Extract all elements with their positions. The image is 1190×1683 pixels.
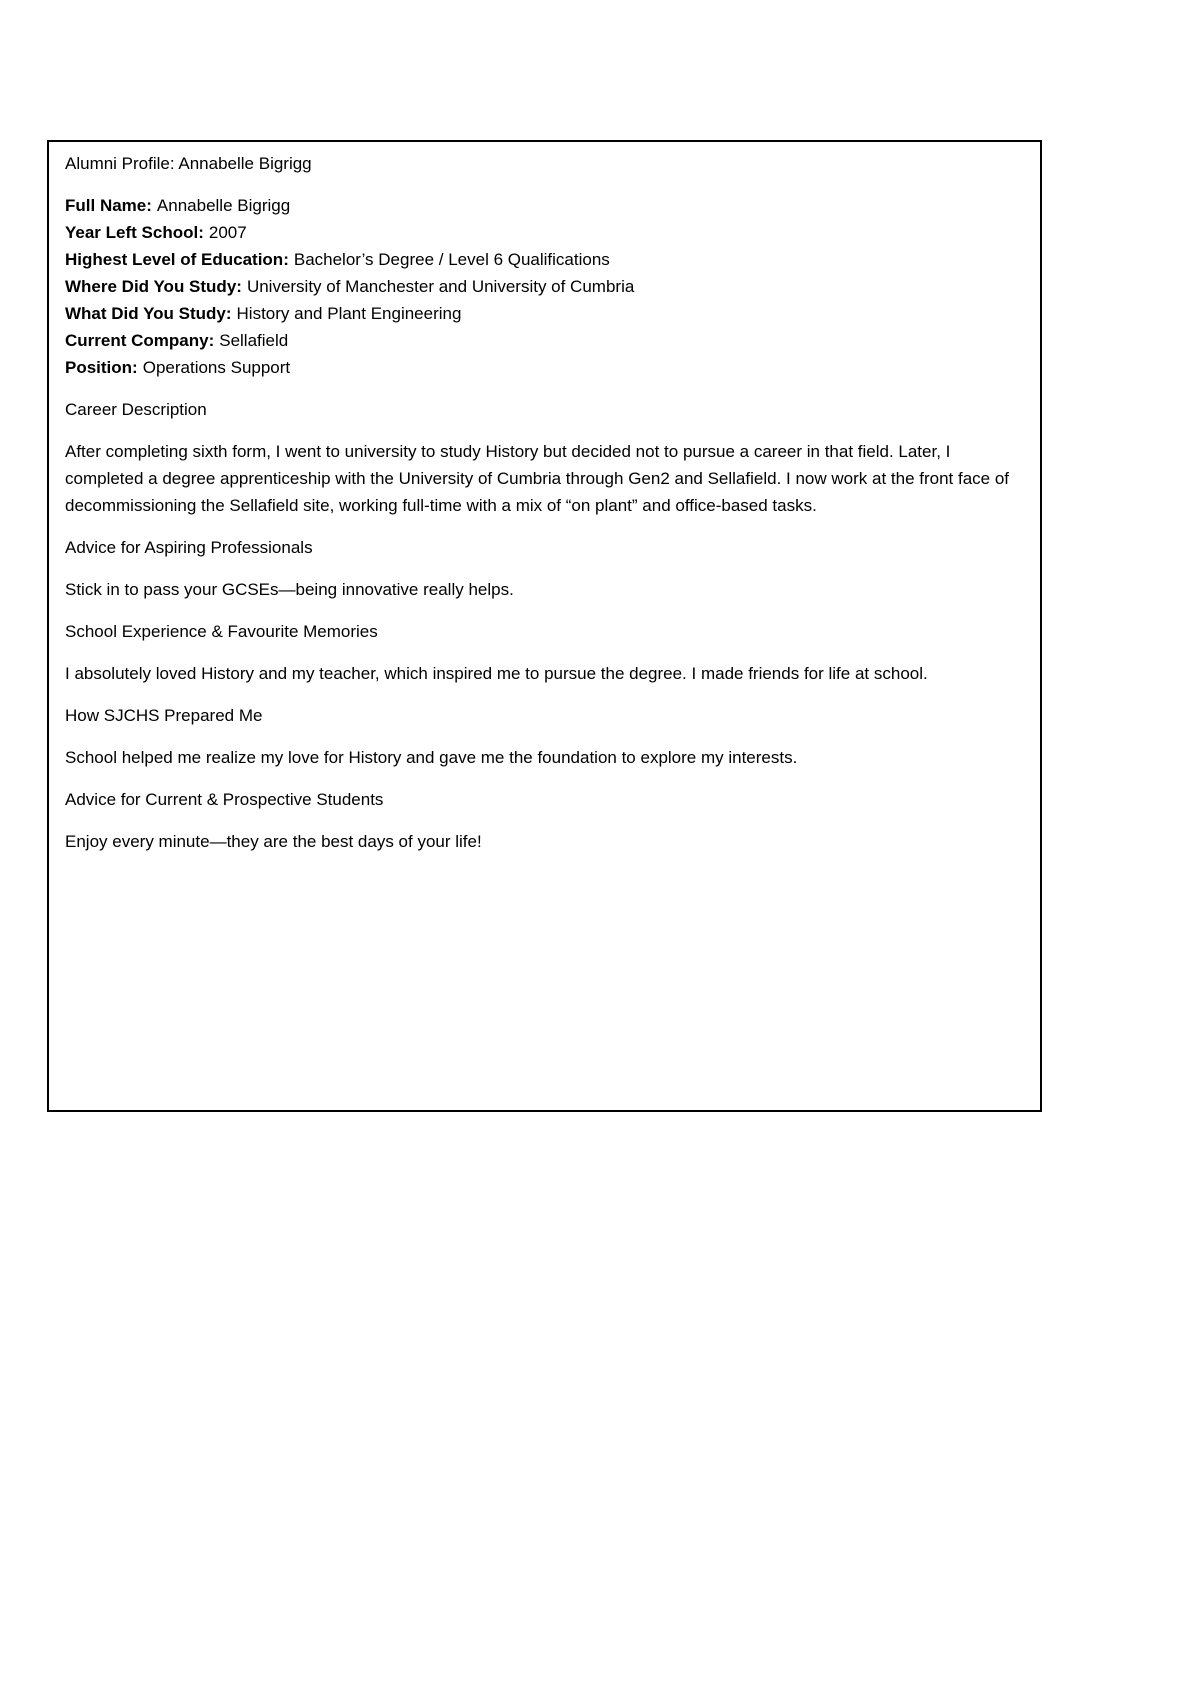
field-value: University of Manchester and University of Cumbria: [246, 277, 635, 296]
section-how-prepared: [65, 702, 1024, 771]
field-value: Operations Support: [142, 358, 291, 377]
field-label: Highest Level of Education:: [65, 250, 289, 269]
section-school-experience: [65, 618, 1024, 687]
section-heading: School Experience & Favourite Memories: [65, 622, 378, 641]
field-row-current-company: [65, 327, 1024, 354]
field-value: Annabelle Bigrigg: [156, 196, 291, 215]
section-body: School helped me realize my love for History and gave me the foundation to explore my interests.: [65, 748, 798, 767]
field-label: Full Name:: [65, 196, 152, 215]
section-body: Stick in to pass your GCSEs—being innovative really helps.: [65, 580, 514, 599]
field-value: History and Plant Engineering: [236, 304, 462, 323]
section-heading: Career Description: [65, 400, 207, 419]
field-row-where-study: [65, 273, 1024, 300]
section-body: I absolutely loved History and my teacher, which inspired me to pursue the degree. I made friends for life at school.: [65, 664, 928, 683]
field-row-year-left: [65, 219, 1024, 246]
section-advice-students: [65, 786, 1024, 855]
field-row-what-study: [65, 300, 1024, 327]
alumni-profile-box: [47, 140, 1042, 1112]
field-label: Where Did You Study:: [65, 277, 242, 296]
page-title: Alumni Profile: Annabelle Bigrigg: [65, 154, 312, 173]
section-heading: Advice for Current & Prospective Students: [65, 790, 384, 809]
field-value: Bachelor’s Degree / Level 6 Qualifications: [293, 250, 610, 269]
field-label: What Did You Study:: [65, 304, 232, 323]
section-body: After completing sixth form, I went to university to study History but decided not to pursue a career in that field. Later, I completed a degree apprenticeship with the University of Cumbria through Gen2 and Sellafield. I now work at the front face of decommissioning the Sellafield site, working full-time with a mix of “on plant” and office-based tasks.: [65, 442, 1010, 515]
section-body: Enjoy every minute—they are the best days of your life!: [65, 832, 482, 851]
field-label: Current Company:: [65, 331, 215, 350]
section-advice-aspiring: [65, 534, 1024, 603]
field-label: Year Left School:: [65, 223, 204, 242]
section-heading: How SJCHS Prepared Me: [65, 706, 263, 725]
field-value: Sellafield: [219, 331, 289, 350]
section-heading: Advice for Aspiring Professionals: [65, 538, 313, 557]
section-career-description: [65, 396, 1024, 519]
field-value: 2007: [208, 223, 247, 242]
field-label: Position:: [65, 358, 138, 377]
field-row-position: [65, 354, 1024, 381]
profile-fields: [65, 192, 1024, 381]
field-row-highest-education: [65, 246, 1024, 273]
field-row-full-name: [65, 192, 1024, 219]
